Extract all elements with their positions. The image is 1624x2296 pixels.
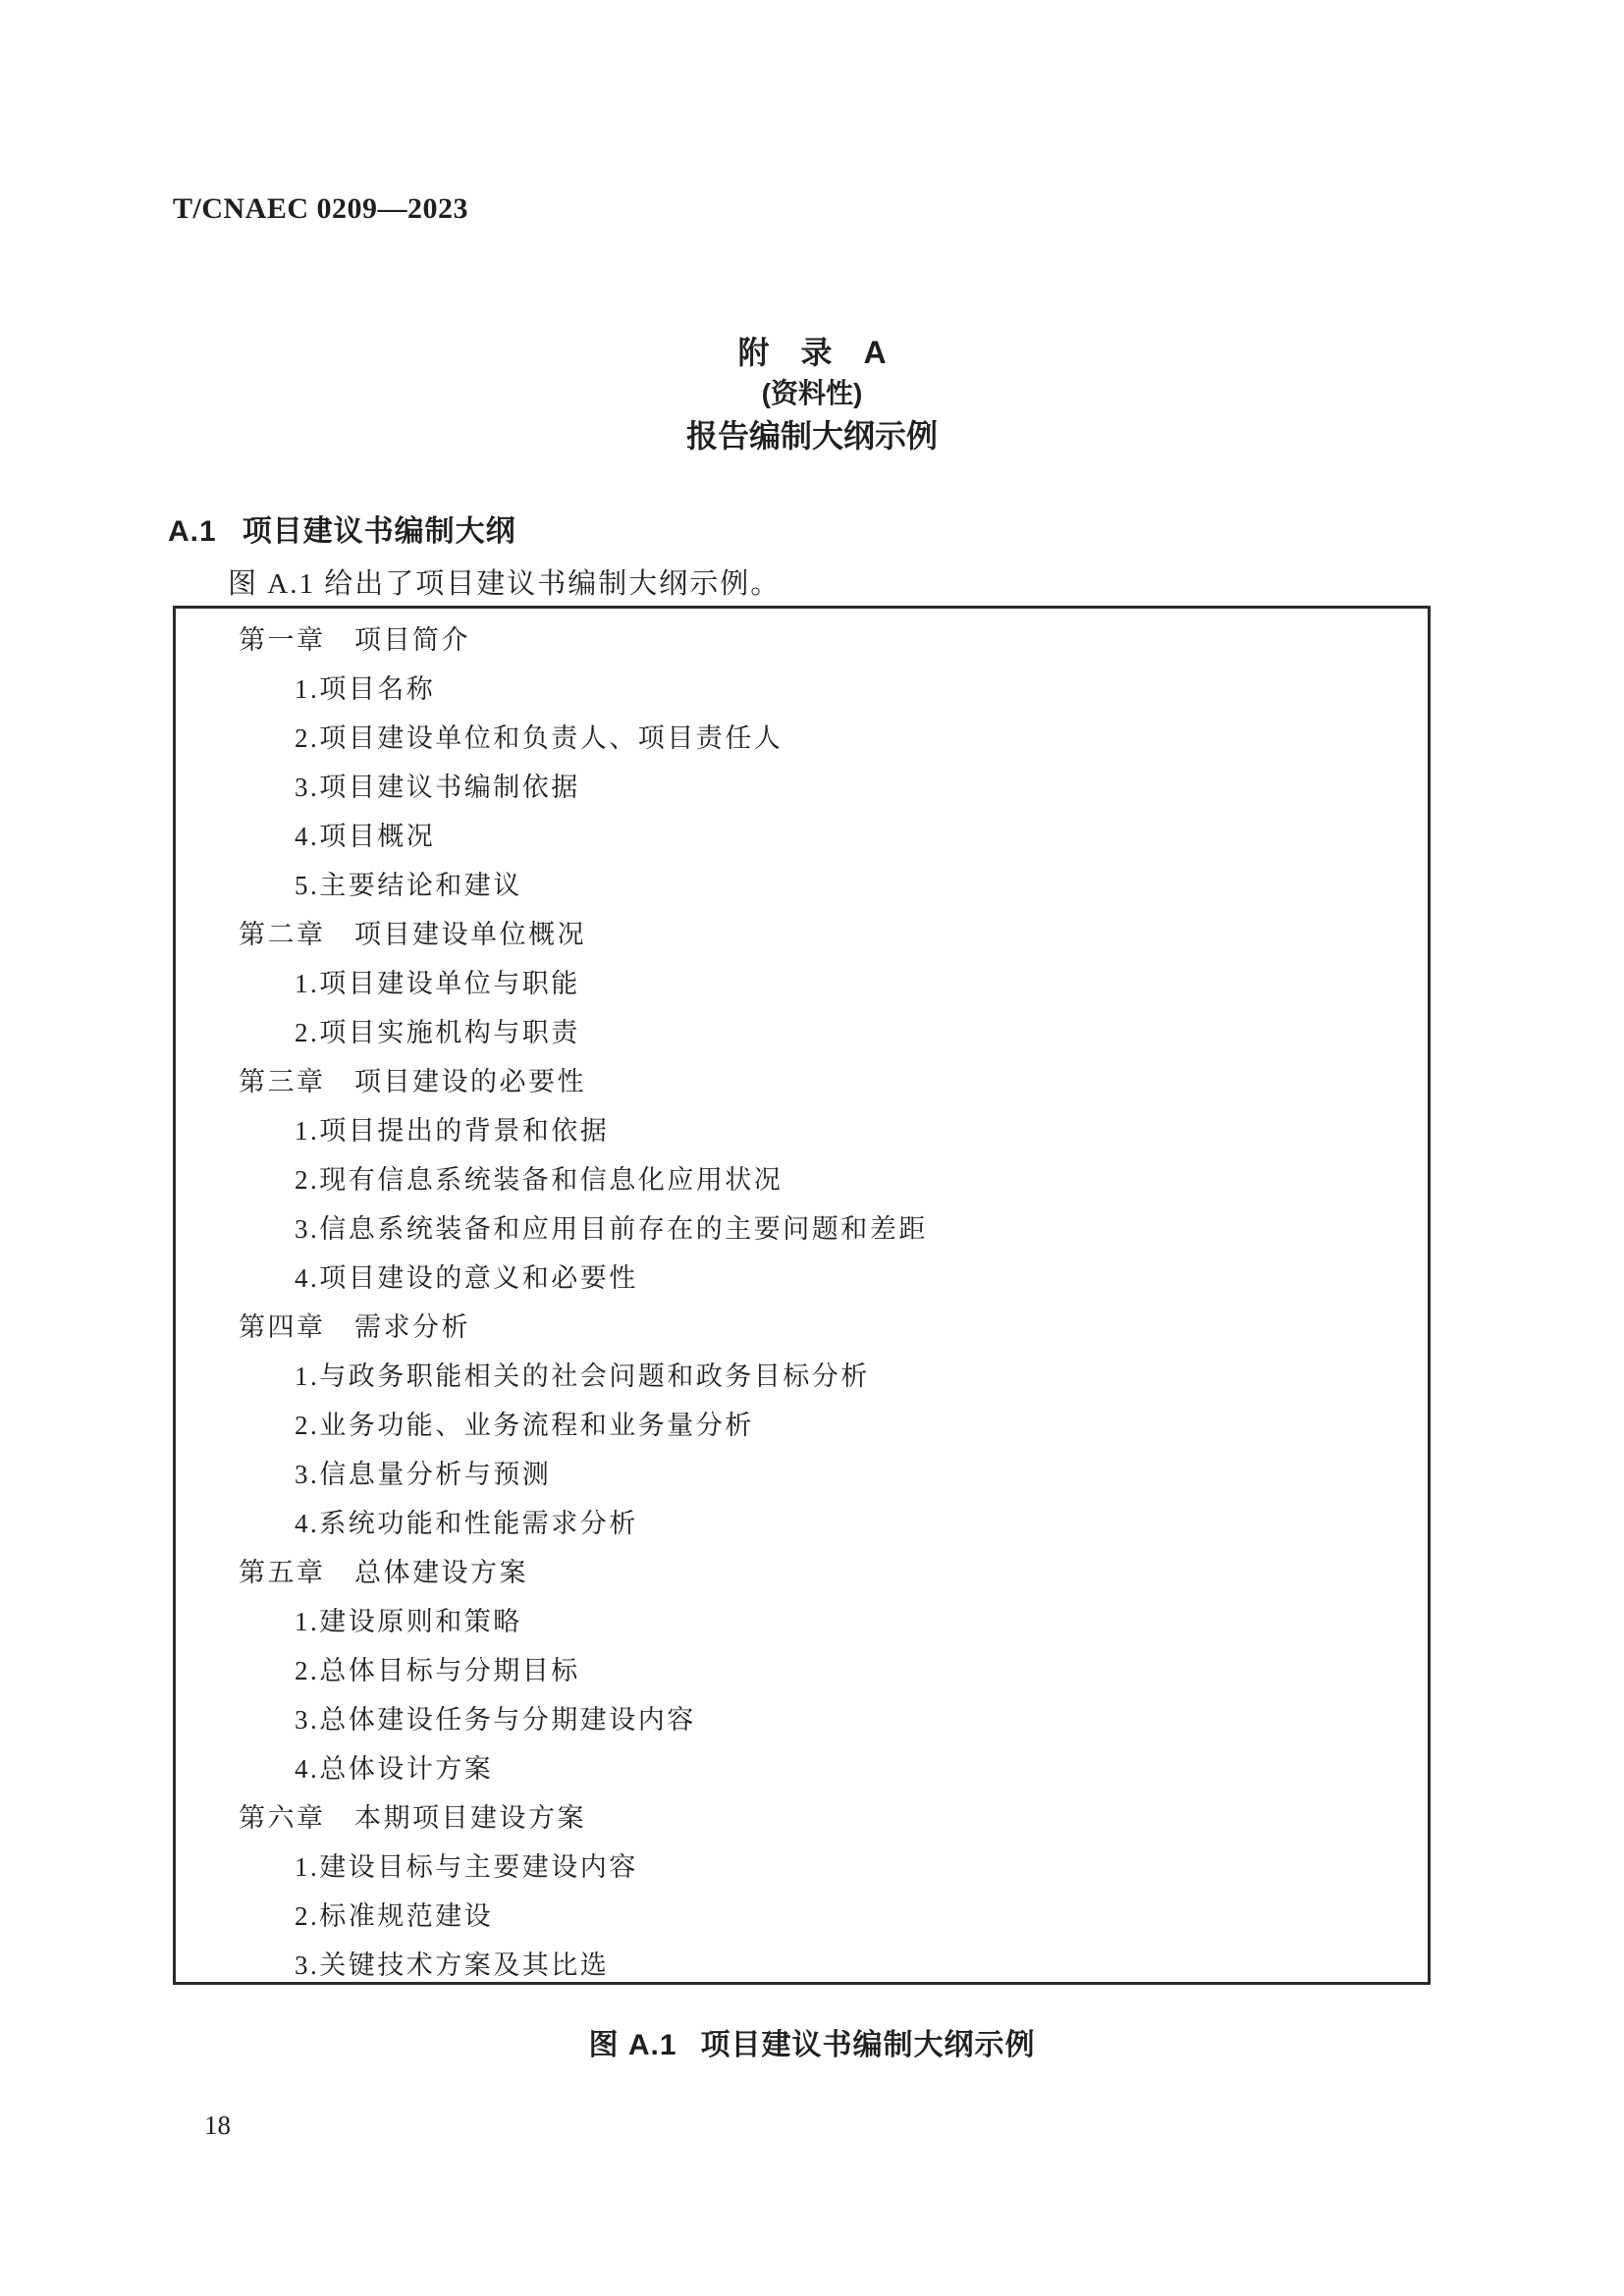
- chapter-title: 第三章 项目建设的必要性: [239, 1067, 586, 1096]
- chapter-item: 4.系统功能和性能需求分析: [295, 1509, 638, 1538]
- chapter-item: 1.项目建设单位与职能: [295, 969, 580, 998]
- standard-number-header: T/CNAEC 0209—2023: [173, 192, 469, 225]
- chapter-item: 1.项目提出的背景和依据: [295, 1116, 610, 1146]
- chapter-title: 第四章 需求分析: [239, 1312, 470, 1342]
- chapter-item: 1.与政务职能相关的社会问题和政务目标分析: [295, 1362, 870, 1391]
- section-number: A.1: [168, 515, 217, 548]
- chapter-title: 第一章 项目简介: [239, 625, 470, 655]
- chapter-item: 3.总体建设任务与分期建设内容: [295, 1705, 696, 1735]
- chapter-title: 第六章 本期项目建设方案: [239, 1803, 586, 1833]
- section-heading: [168, 507, 516, 550]
- chapter-item: 3.信息系统装备和应用目前存在的主要问题和差距: [295, 1214, 928, 1244]
- chapter-item: 4.项目建设的意义和必要性: [295, 1263, 638, 1293]
- chapter-item: 3.项目建议书编制依据: [295, 773, 580, 802]
- outline-box: [173, 606, 1431, 1985]
- section-title: 项目建议书编制大纲: [242, 515, 516, 548]
- chapter-item: 2.标准规范建设: [295, 1901, 494, 1931]
- chapter-title: 第五章 总体建设方案: [239, 1558, 528, 1587]
- section-intro-paragraph: 图 A.1 给出了项目建议书编制大纲示例。: [228, 568, 782, 600]
- chapter-item: 4.项目概况: [295, 822, 436, 851]
- appendix-label: 附 录 A: [737, 335, 887, 370]
- appendix-type-note: (资料性): [761, 378, 863, 408]
- chapter-item: 1.建设目标与主要建设内容: [295, 1852, 638, 1882]
- chapter-item: 5.主要结论和建议: [295, 871, 522, 900]
- chapter-item: 1.建设原则和策略: [295, 1607, 522, 1636]
- appendix-title-block: [0, 332, 1624, 457]
- figure-caption: [0, 2020, 1624, 2063]
- chapter-title: 第二章 项目建设单位概况: [239, 920, 586, 949]
- chapter-item: 2.现有信息系统装备和信息化应用状况: [295, 1165, 784, 1195]
- chapter-item: 4.总体设计方案: [295, 1754, 494, 1784]
- figure-caption-label: 图 A.1: [588, 2029, 677, 2061]
- chapter-item: 2.总体目标与分期目标: [295, 1656, 580, 1685]
- page-number: 18: [204, 2110, 231, 2140]
- appendix-title: 报告编制大纲示例: [685, 418, 938, 454]
- chapter-item: 1.项目名称: [295, 674, 436, 704]
- chapter-item: 2.业务功能、业务流程和业务量分析: [295, 1411, 754, 1440]
- chapter-item: 2.项目建设单位和负责人、项目责任人: [295, 723, 784, 753]
- chapter-item: 3.关键技术方案及其比选: [295, 1950, 610, 1980]
- chapter-item: 2.项目实施机构与职责: [295, 1018, 580, 1047]
- chapter-item: 3.信息量分析与预测: [295, 1460, 552, 1489]
- figure-caption-text: 项目建议书编制大纲示例: [700, 2029, 1036, 2061]
